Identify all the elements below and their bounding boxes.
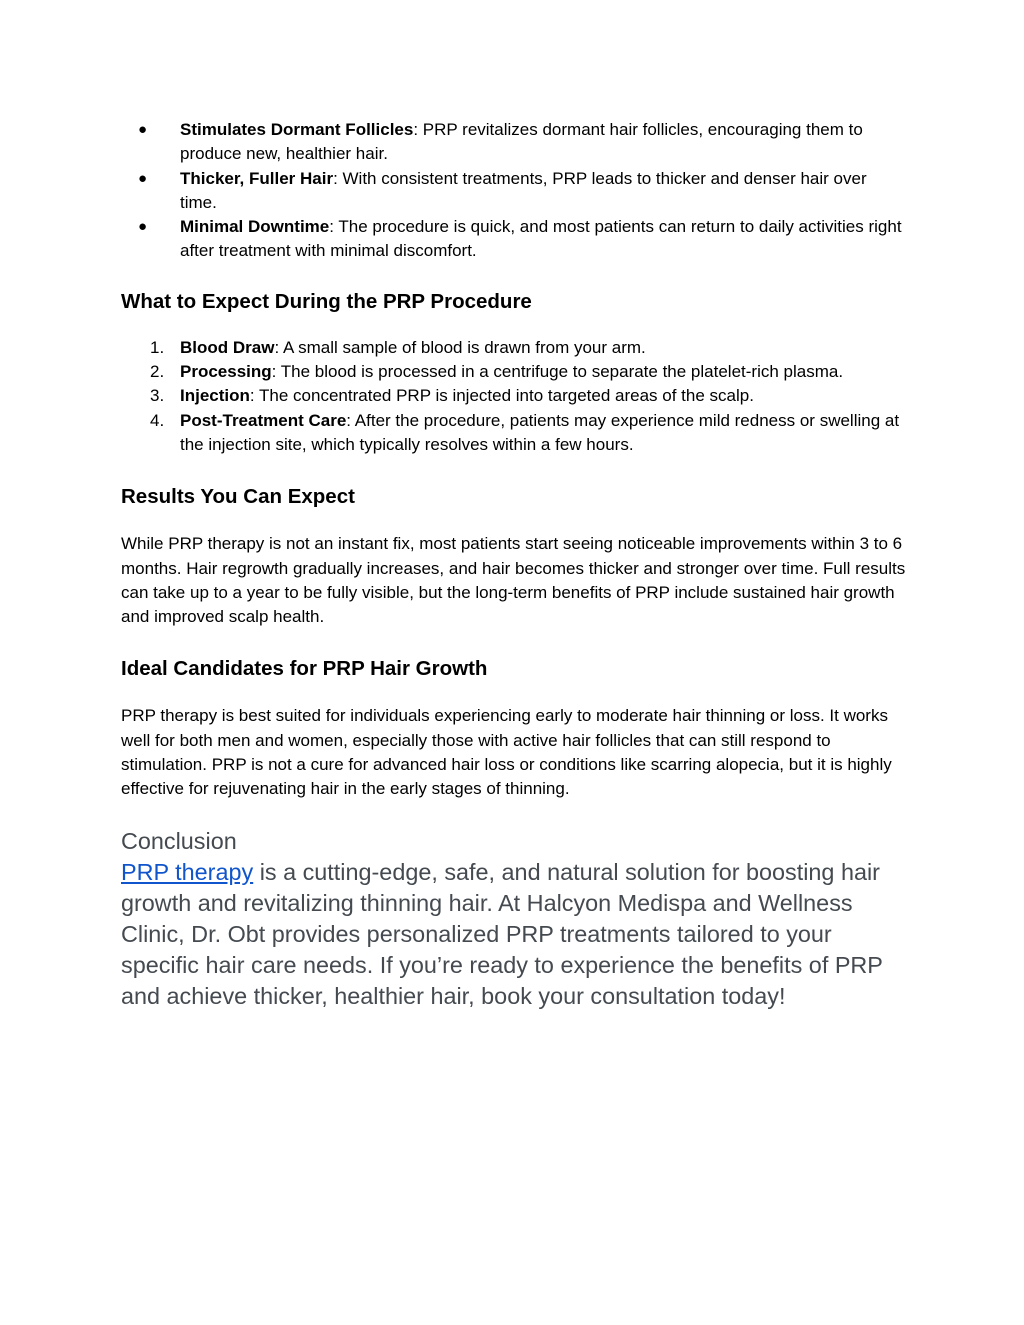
benefit-text: : The procedure is quick, and most patients can return to daily activities right after treatment with minimal discomfort.	[180, 217, 902, 261]
results-heading: Results You Can Expect	[121, 485, 355, 509]
step-text: : After the procedure, patients may experience mild redness or swelling at the injection site, which typically resolves within a few hours.	[180, 410, 900, 454]
list-item	[121, 409, 906, 458]
step-number: 4.	[150, 410, 165, 430]
bullet-icon: ●	[138, 218, 148, 236]
candidates-heading: Ideal Candidates for PRP Hair Growth	[121, 657, 488, 681]
list-item	[121, 215, 906, 264]
step-number: 2.	[150, 362, 165, 382]
document-page	[121, 118, 906, 1012]
prp-therapy-link[interactable]: PRP therapy	[121, 858, 254, 885]
conclusion-text: is a cutting-edge, safe, and natural solution for boosting hair growth and revitalizing thinning hair. At Halcyon Medispa and Wellness Clinic, Dr. Obt provides personalized PRP treatments tailored to your specific hair care needs. If you’re ready to experience the benefits of PRP and achieve thicker, healthier hair, book your consultation today!	[121, 858, 883, 1009]
benefit-term: Stimulates Dormant Follicles	[180, 120, 414, 139]
step-term: Injection	[180, 386, 250, 406]
benefit-term: Thicker, Fuller Hair	[180, 168, 334, 188]
candidates-paragraph: PRP therapy is best suited for individuals experiencing early to moderate hair thinning or loss. It works well for both men and women, especially those with active hair follicles that can still respond to stimulation. PRP is not a cure for advanced hair loss or conditions like scarring alopecia, but it is highly effective for rejuvenating hair in the early stages of thinning.	[121, 706, 892, 799]
step-text: : A small sample of blood is drawn from your arm.	[274, 337, 646, 357]
bullet-icon: ●	[138, 121, 148, 138]
step-text: : The blood is processed in a centrifuge to separate the platelet-rich plasma.	[271, 362, 844, 382]
step-text: : The concentrated PRP is injected into targeted areas of the scalp.	[249, 386, 754, 406]
procedure-heading: What to Expect During the PRP Procedure	[121, 289, 532, 313]
conclusion-paragraph	[121, 857, 906, 1012]
list-item	[121, 336, 906, 360]
benefit-text: : With consistent treatments, PRP leads to thicker and denser hair over time.	[180, 168, 867, 212]
list-item	[121, 360, 906, 384]
results-paragraph: While PRP therapy is not an instant fix, most patients start seeing noticeable improvements within 3 to 6 months. Hair regrowth gradually increases, and hair becomes thicker and stronger over time. Full results can take up to a year to be fully visible, but the long-term benefits of PRP include sustained hair growth and improved scalp health.	[121, 534, 906, 627]
conclusion-heading: Conclusion	[121, 827, 237, 854]
step-number: 1.	[150, 337, 165, 357]
step-term: Post-Treatment Care	[180, 410, 347, 430]
benefits-list	[121, 118, 906, 264]
step-term: Blood Draw	[180, 337, 275, 357]
list-item	[121, 384, 906, 408]
list-item	[121, 167, 906, 216]
procedure-steps-list	[121, 336, 906, 457]
step-number: 3.	[150, 386, 165, 406]
benefit-text: : PRP revitalizes dormant hair follicles, encouraging them to produce new, healthier hair.	[180, 120, 863, 164]
step-term: Processing	[180, 362, 272, 382]
benefit-term: Minimal Downtime	[180, 217, 330, 237]
list-item	[121, 118, 906, 167]
conclusion-section	[121, 826, 906, 1012]
bullet-icon: ●	[138, 169, 148, 187]
